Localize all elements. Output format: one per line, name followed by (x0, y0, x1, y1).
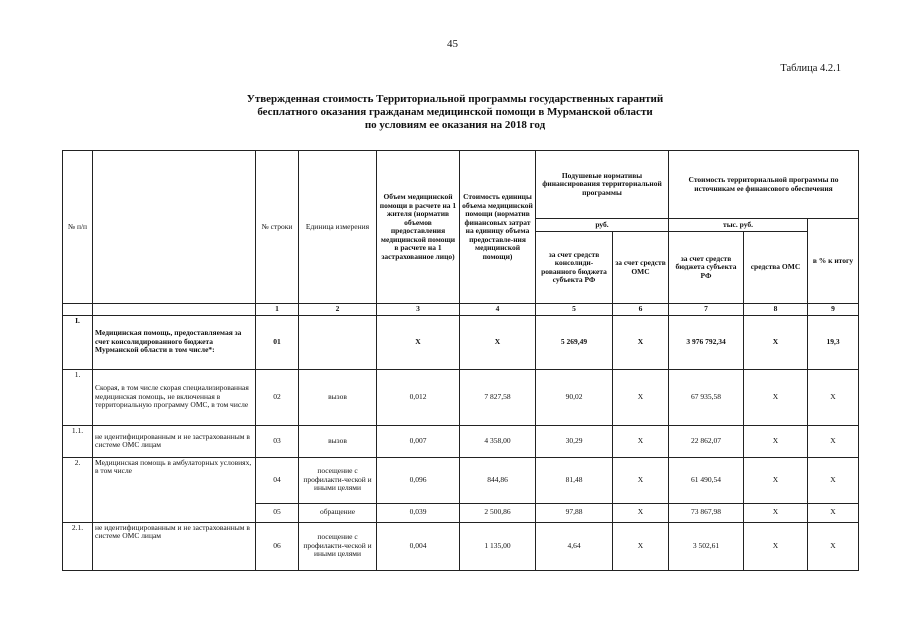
cell-budget-rub: 81,48 (536, 457, 613, 503)
cell-name: не идентифицированным и не застрахованным в системе ОМС лицам (93, 425, 256, 457)
cell-budget-thousand: 73 867,98 (669, 503, 744, 522)
cell-percent: Х (808, 369, 859, 425)
cell-unit: посещение с профилакти-ческой и иными целями (299, 522, 377, 570)
cell-budget-thousand: 3 502,61 (669, 522, 744, 570)
header-name (93, 151, 256, 304)
table-row (63, 522, 859, 570)
header-oms-thousand: средства ОМС (744, 232, 808, 304)
header-volume: Объем медицинской помощи в расчете на 1 жителя (норматив объемов предоставления медицинской помощи в расчете на 1 застрахованное лицо) (377, 151, 460, 304)
colnum-cell: 6 (613, 304, 669, 316)
cell-percent: Х (808, 425, 859, 457)
header-unit: Единица измерения (299, 151, 377, 304)
cell-oms-thousand: Х (744, 503, 808, 522)
colnum-cell: 8 (744, 304, 808, 316)
cell-oms-thousand: Х (744, 522, 808, 570)
title-line-3: по условиям ее оказания на 2018 год (364, 119, 546, 131)
colnum-cell (93, 304, 256, 316)
cell-name: Скорая, в том числе скорая специализированная медицинская помощь, не включенная в территориальную программу ОМС, в том числе (93, 369, 256, 425)
colnum-cell: 4 (460, 304, 536, 316)
cell-unit: вызов (299, 369, 377, 425)
header-column-numbers (63, 304, 859, 316)
cell-no: 1.1. (63, 425, 93, 457)
cell-oms-rub: Х (613, 522, 669, 570)
cell-volume: 0,012 (377, 369, 460, 425)
cell-cost: 7 827,58 (460, 369, 536, 425)
cell-row: 01 (256, 315, 299, 369)
cell-budget-rub: 4,64 (536, 522, 613, 570)
page-bottom-margin (0, 578, 905, 640)
cell-cost: Х (460, 315, 536, 369)
cell-budget-thousand: 67 935,58 (669, 369, 744, 425)
cell-row: 06 (256, 522, 299, 570)
table-row (63, 457, 859, 503)
cell-oms-thousand: Х (744, 457, 808, 503)
cell-volume: Х (377, 315, 460, 369)
cell-cost: 4 358,00 (460, 425, 536, 457)
cell-cost: 2 500,86 (460, 503, 536, 522)
header-thousand-rub: тыс. руб. (669, 219, 808, 232)
table-header (63, 151, 859, 316)
header-row-no: № строки (256, 151, 299, 304)
colnum-cell: 9 (808, 304, 859, 316)
table-body (63, 315, 859, 570)
colnum-cell: 1 (256, 304, 299, 316)
cell-no: I. (63, 315, 93, 369)
cell-oms-thousand: Х (744, 315, 808, 369)
header-budget-rub: за счет средств консолиди-рованного бюджета субъекта РФ (536, 232, 613, 304)
cell-percent: 19,3 (808, 315, 859, 369)
cell-unit: посещение с профилакти-ческой и иными целями (299, 457, 377, 503)
cell-budget-rub: 5 269,49 (536, 315, 613, 369)
cost-table (62, 150, 859, 571)
colnum-cell: 3 (377, 304, 460, 316)
cell-budget-rub: 90,02 (536, 369, 613, 425)
table-row (63, 425, 859, 457)
document-title (150, 93, 760, 132)
cell-budget-thousand: 3 976 792,34 (669, 315, 744, 369)
page-number: 45 (447, 38, 458, 50)
cell-budget-thousand: 22 862,07 (669, 425, 744, 457)
cell-budget-thousand: 61 490,54 (669, 457, 744, 503)
cell-cost: 1 135,00 (460, 522, 536, 570)
header-percent: в % к итогу (808, 219, 859, 304)
cell-row: 04 (256, 457, 299, 503)
header-budget-thousand: за счет средств бюджета субъекта РФ (669, 232, 744, 304)
cell-oms-rub: Х (613, 503, 669, 522)
cell-no: 2. (63, 457, 93, 522)
title-line-1: Утвержденная стоимость Территориальной программы государственных гарантий (246, 93, 664, 105)
cell-volume: 0,096 (377, 457, 460, 503)
cell-row: 05 (256, 503, 299, 522)
cell-percent: Х (808, 503, 859, 522)
cell-no: 1. (63, 369, 93, 425)
cell-unit (299, 315, 377, 369)
colnum-cell: 7 (669, 304, 744, 316)
cell-volume: 0,007 (377, 425, 460, 457)
cell-row: 02 (256, 369, 299, 425)
cell-percent: Х (808, 522, 859, 570)
cell-cost: 844,86 (460, 457, 536, 503)
cell-budget-rub: 97,88 (536, 503, 613, 522)
cell-name: не идентифицированным и не застрахованным в системе ОМС лицам (93, 522, 256, 570)
cell-row: 03 (256, 425, 299, 457)
colnum-cell: 2 (299, 304, 377, 316)
cell-oms-thousand: Х (744, 369, 808, 425)
header-unit-cost: Стоимость единицы объема медицинской помощи (норматив финансовых затрат на единицу объема предоставле-ния медицинской помощи) (460, 151, 536, 304)
header-oms-rub: за счет средств ОМС (613, 232, 669, 304)
cell-oms-rub: Х (613, 425, 669, 457)
cell-percent: Х (808, 457, 859, 503)
cell-volume: 0,039 (377, 503, 460, 522)
colnum-cell: 5 (536, 304, 613, 316)
cell-oms-rub: Х (613, 315, 669, 369)
header-no: № п/п (63, 151, 93, 304)
cell-oms-thousand: Х (744, 425, 808, 457)
cell-oms-rub: Х (613, 369, 669, 425)
header-total-cost-group: Стоимость территориальной программы по источникам ее финансового обеспечения (669, 151, 859, 219)
table-row (63, 315, 859, 369)
colnum-cell (63, 304, 93, 316)
header-rub: руб. (536, 219, 669, 232)
table-number: Таблица 4.2.1 (780, 63, 841, 74)
header-per-capita-group: Подушевые нормативы финансирования территориальной программы (536, 151, 669, 219)
cell-no: 2.1. (63, 522, 93, 570)
title-line-2: бесплатного оказания гражданам медицинской помощи в Мурманской области (257, 106, 653, 118)
cell-name: Медицинская помощь в амбулаторных условиях, в том числе (93, 457, 256, 522)
cell-unit: обращение (299, 503, 377, 522)
cell-oms-rub: Х (613, 457, 669, 503)
table-row (63, 369, 859, 425)
cell-name: Медицинская помощь, предоставляемая за счет консолидированного бюджета Мурманской области в том числе*: (93, 315, 256, 369)
cell-budget-rub: 30,29 (536, 425, 613, 457)
cell-unit: вызов (299, 425, 377, 457)
cell-volume: 0,004 (377, 522, 460, 570)
